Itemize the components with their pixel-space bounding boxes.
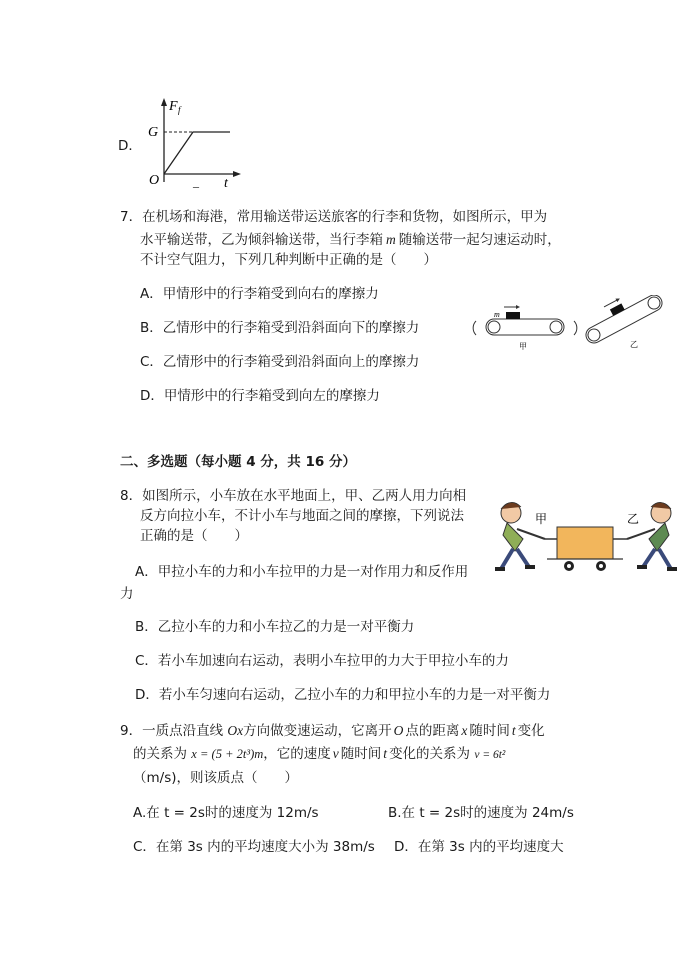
section-2-heading: 二、多选题（每小题 4 分，共 16 分） [120, 454, 356, 470]
q8-option-a-line-1: A．甲拉小车的力和小车拉甲的力是一对作用力和反作用 [135, 564, 469, 580]
yi-label: 乙 [627, 512, 640, 526]
q9-line-1-c: 点的距离 [405, 723, 460, 739]
q9-t2: t [383, 746, 388, 761]
q9-line-1-a: 9．一质点沿直线 [120, 723, 224, 739]
x-axis-label: t [224, 176, 228, 191]
q6-friction-time-graph [145, 96, 255, 196]
jia-label: 甲 [519, 342, 527, 351]
y-axis-label: F [169, 99, 178, 114]
q9-option-a: A.在 t = 2s时的速度为 12m/s [133, 805, 319, 821]
q8-line-1: 8．如图所示，小车放在水平地面上，甲、乙两人用力向相 [120, 488, 467, 504]
yi-label: 乙 [630, 340, 638, 349]
jia-label: 甲 [535, 512, 548, 526]
q9-line-3: （m/s)，则该质点（ ） [133, 770, 298, 786]
g-label: G [148, 125, 159, 140]
q8-tug-figure [487, 495, 683, 577]
q7-line-3: 不计空气阻力，下列几种判断中正确的是（ ） [140, 252, 437, 268]
q9-ox: Ox [227, 723, 244, 738]
q9-line-1-b: 方向做变速运动，它离开 [243, 723, 392, 739]
q9-option-c: C．在第 3s 内的平均速度大小为 38m/s [133, 839, 375, 855]
q9-t: t [511, 723, 516, 738]
q8-option-b: B．乙拉小车的力和小车拉乙的力是一对平衡力 [135, 619, 415, 635]
q8-line-2: 反方向拉小车，不计小车与地面之间的摩擦，下列说法 [140, 508, 464, 524]
q6-option-d-label: D． [118, 138, 142, 154]
q7-conveyor-figure [464, 295, 684, 355]
q7-line-2-b: 随输送带一起匀速运动时， [398, 232, 561, 248]
q9-line-2-d: 变化的关系为 [389, 746, 471, 762]
jia-m-label: m [494, 310, 500, 319]
q9-line-1 [120, 719, 545, 739]
q9-option-b: B.在 t = 2s时的速度为 24m/s [388, 805, 574, 821]
q8-line-3: 正确的是（ ） [140, 528, 248, 544]
q8-option-c: C．若小车加速向右运动，表明小车拉甲的力大于甲拉小车的力 [135, 653, 509, 669]
q7-line-1: 7．在机场和海港，常用输送带运送旅客的行李和货物，如图所示，甲为 [120, 209, 548, 225]
q7-option-d: D．甲情形中的行李箱受到向左的摩擦力 [140, 388, 380, 404]
y-axis-arrow [161, 98, 167, 106]
yi-inclined-belt [577, 295, 665, 346]
q9-x: x [461, 723, 468, 738]
dash-mark: _ [193, 175, 199, 189]
q9-line-2-c: 随时间 [340, 746, 382, 762]
q9-line-1-d: 随时间 [469, 723, 510, 739]
q8-option-d: D．若小车匀速向右运动，乙拉小车的力和甲拉小车的力是一对平衡力 [135, 687, 551, 703]
yi-arrow [604, 299, 618, 307]
origin-label: O [149, 173, 160, 188]
jia-luggage [506, 312, 520, 319]
q9-line-2-a: 的关系为 [133, 746, 187, 762]
q7-mass-symbol: m [386, 232, 396, 247]
q9-velocity-formula: v = 6t² [474, 749, 506, 761]
q7-line-2 [140, 228, 561, 248]
q9-line-1-e: 变化 [517, 723, 545, 739]
y-axis-subscript: f [178, 105, 181, 115]
q7-option-c: C．乙情形中的行李箱受到沿斜面向上的摩擦力 [140, 354, 420, 370]
q9-position-formula: x = (5 + 2t³)m [191, 747, 264, 761]
q8-option-a-line-2: 力 [120, 586, 134, 602]
q7-option-a: A．甲情形中的行李箱受到向右的摩擦力 [140, 286, 379, 302]
q9-line-2 [133, 742, 505, 762]
x-axis-arrow [233, 171, 241, 177]
q7-option-b: B．乙情形中的行李箱受到沿斜面向下的摩擦力 [140, 320, 420, 336]
q9-option-d: D．在第 3s 内的平均速度大 [394, 839, 564, 855]
friction-curve [164, 132, 230, 174]
q9-v: v [332, 746, 339, 761]
cart [545, 527, 627, 571]
jia-horizontal-belt [473, 305, 577, 351]
q9-line-2-b: ，它的速度 [263, 746, 331, 762]
q9-o: O [393, 723, 404, 738]
q7-line-2-a: 水平输送带，乙为倾斜输送带，当行李箱 [140, 232, 383, 248]
